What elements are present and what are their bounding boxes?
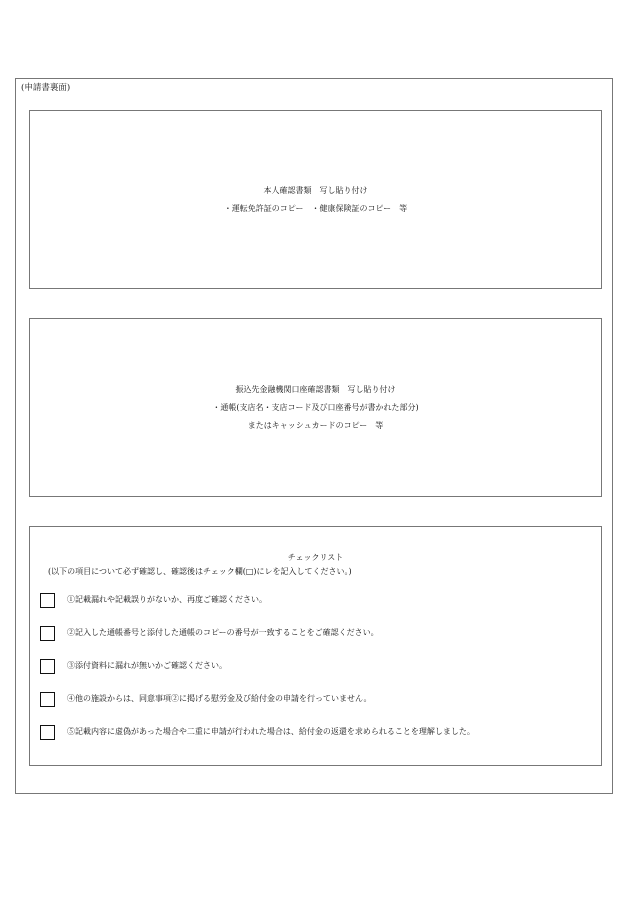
bank-box-examples-cont: またはキャッシュカードのコピー 等 <box>247 420 384 430</box>
identity-box-title: 本人確認書類 写し貼り付け <box>263 185 368 195</box>
checklist-checkbox[interactable] <box>40 593 55 608</box>
checklist-item <box>40 690 371 708</box>
bank-document-attach-area <box>29 318 602 497</box>
checklist-item-text: ⑤記載内容に虚偽があった場合や二重に申請が行われた場合は、給付金の返還を求められることを理解しました。 <box>67 727 475 736</box>
checklist-item <box>40 657 227 675</box>
checklist-item-text: ①記載漏れや記載誤りがないか、再度ご確認ください。 <box>67 595 267 604</box>
checklist-item-text: ③添付資料に漏れが無いかご確認ください。 <box>67 661 227 670</box>
checklist-checkbox[interactable] <box>40 692 55 707</box>
checklist-section <box>29 526 602 766</box>
checklist-item <box>40 723 475 741</box>
checklist-item-text: ④他の施設からは、同意事項②に掲げる慰労金及び給付金の申請を行っていません。 <box>67 694 372 703</box>
bank-box-examples: ・通帳(支店名・支店コード及び口座番号が書かれた部分) <box>212 402 419 412</box>
checklist-checkbox[interactable] <box>40 626 55 641</box>
identity-document-attach-area <box>29 110 602 289</box>
checklist-item <box>40 591 267 609</box>
checklist-title: チェックリスト <box>287 553 344 562</box>
page-label: (申請書裏面) <box>21 83 71 93</box>
checklist-item-text: ②記入した通帳番号と添付した通帳のコピーの番号が一致することをご確認ください。 <box>67 628 379 637</box>
checklist-instructions: (以下の項目について必ず確認し、確認後はチェック欄(□)にレを記入してください。) <box>48 567 352 576</box>
checklist-item <box>40 624 379 642</box>
checklist-checkbox[interactable] <box>40 659 55 674</box>
checklist-checkbox[interactable] <box>40 725 55 740</box>
identity-box-examples: ・運転免許証のコピー ・健康保険証のコピー 等 <box>223 203 408 213</box>
bank-box-title: 振込先金融機関口座確認書類 写し貼り付け <box>235 384 396 394</box>
application-back-page <box>15 78 613 794</box>
